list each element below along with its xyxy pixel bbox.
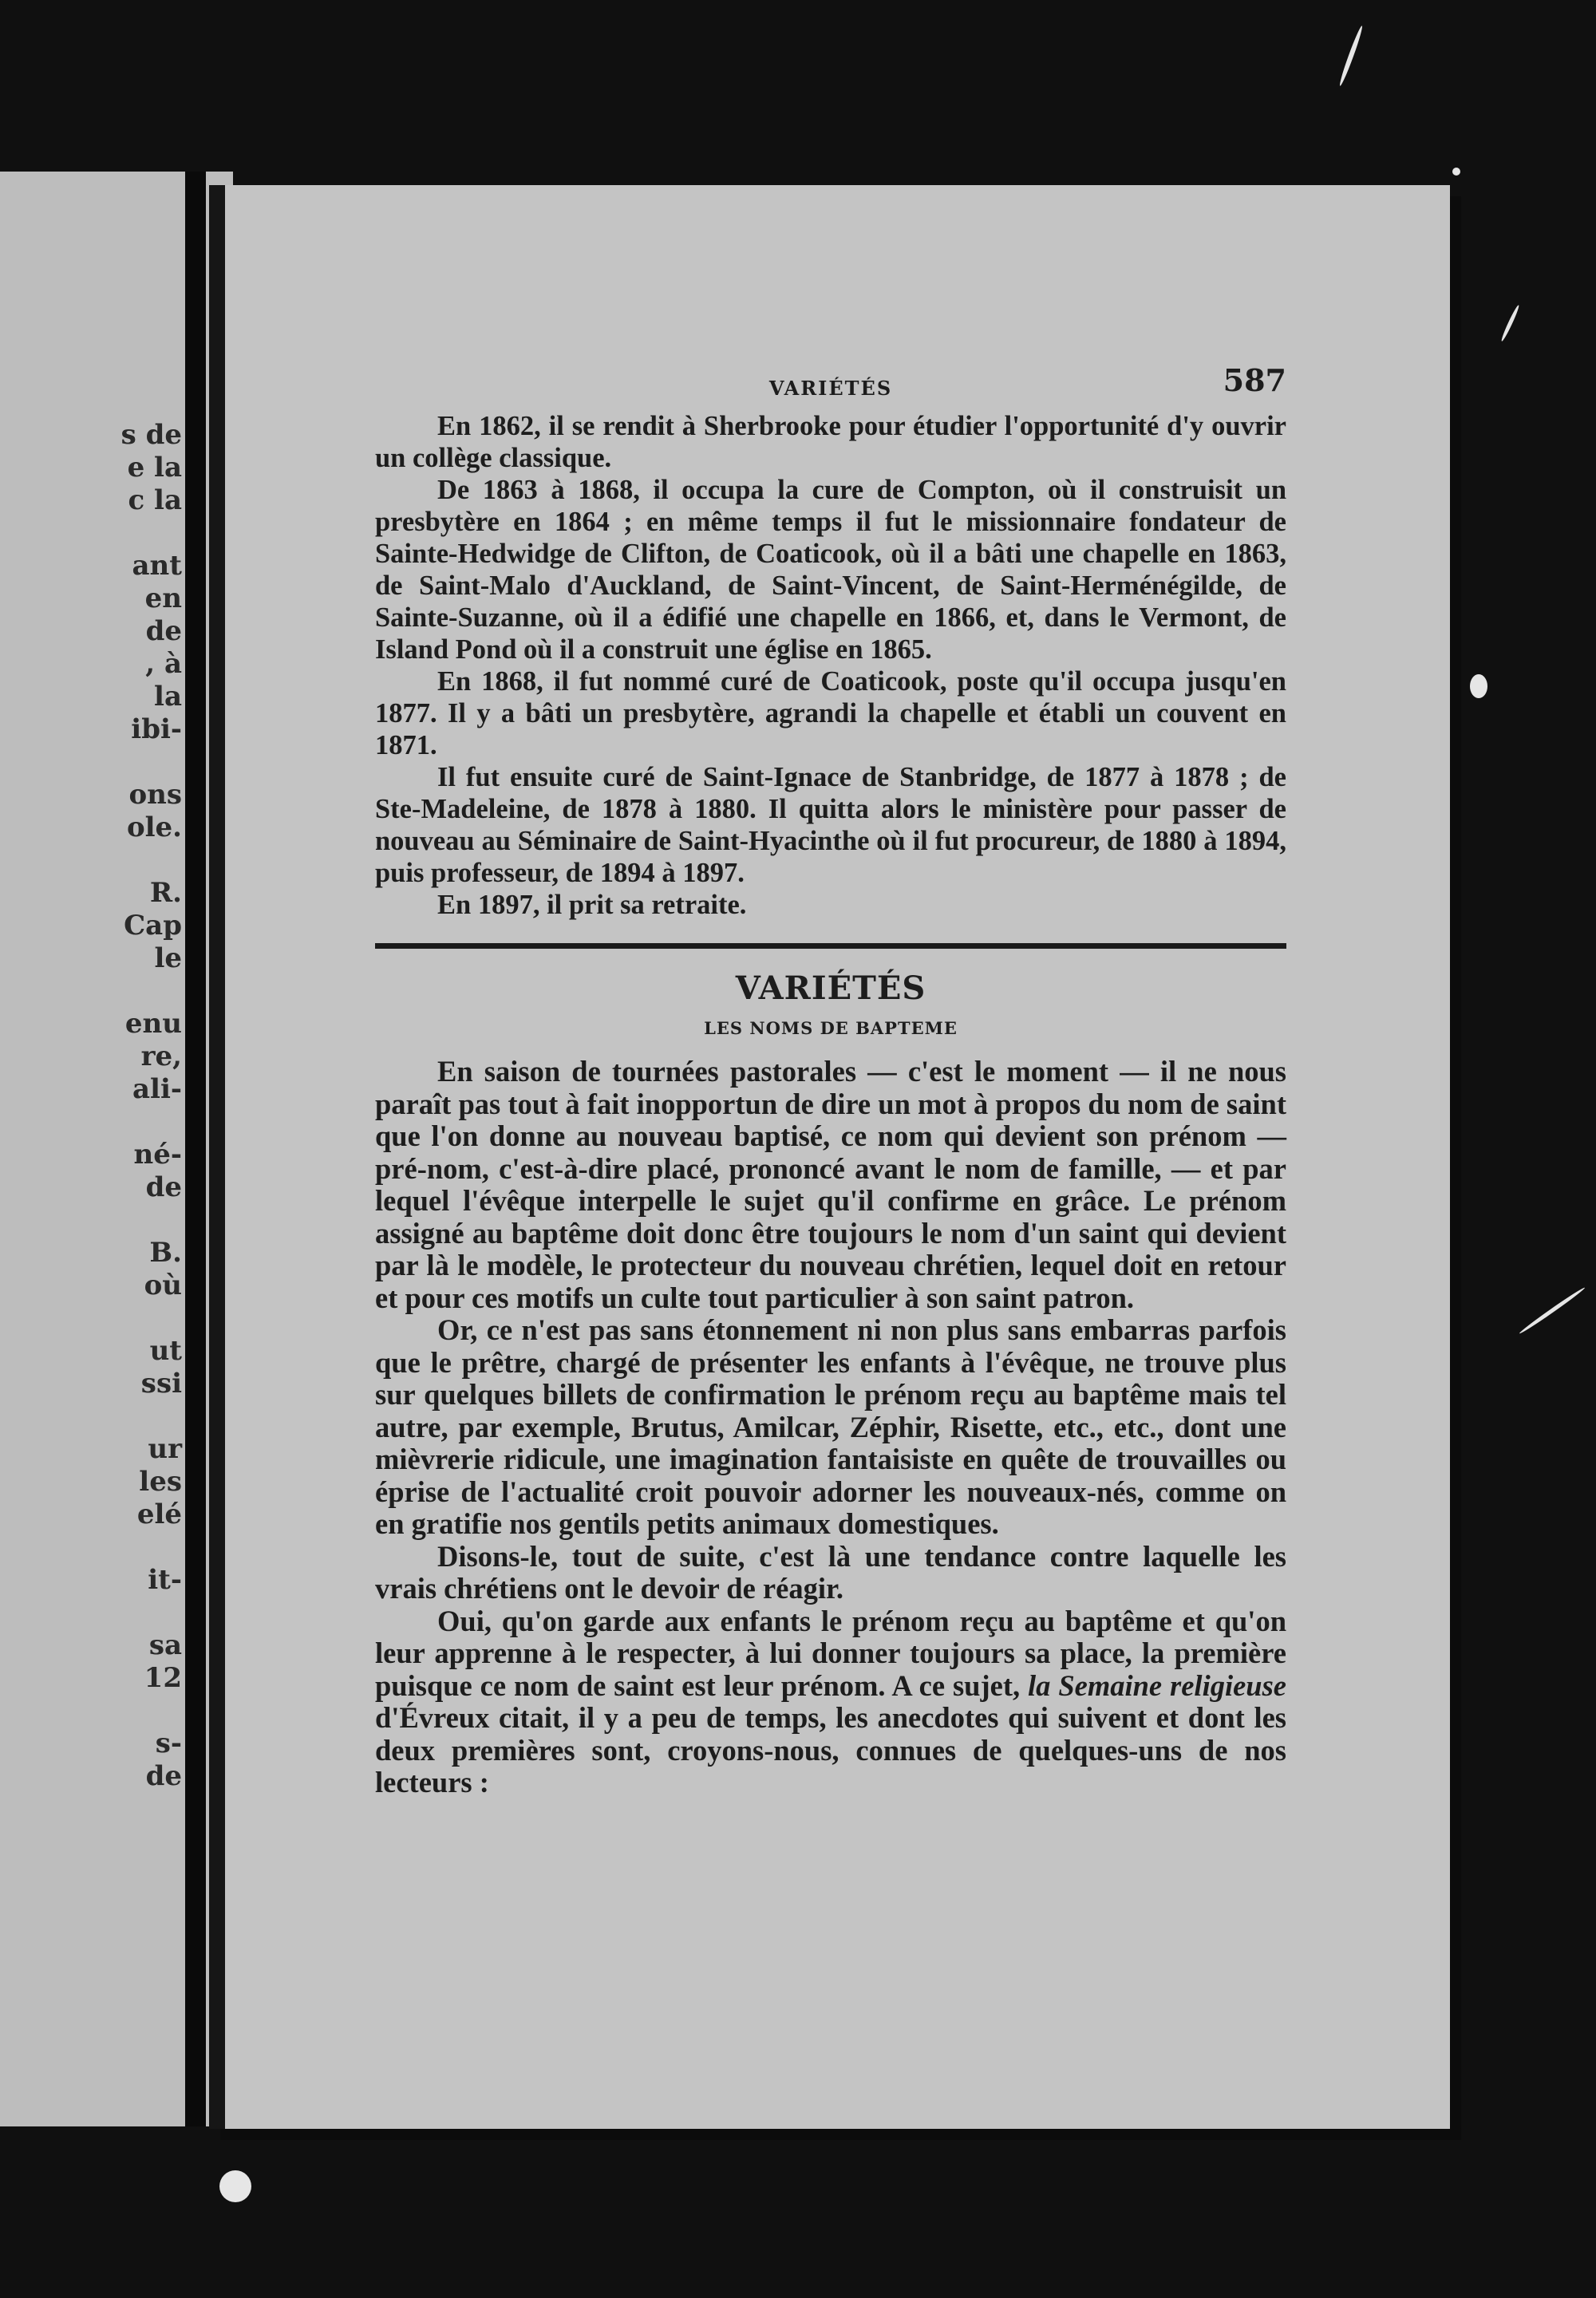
facing-page-fragment: re,: [140, 1040, 182, 1072]
facing-page-fragment: ant: [132, 550, 182, 582]
facing-page-fragment: B.: [149, 1237, 182, 1269]
facing-page-fragment: Cap: [124, 910, 182, 942]
facing-page-fragment: ssi: [140, 1368, 182, 1400]
facing-page-fragment: de: [145, 1760, 182, 1792]
running-head: [375, 362, 1286, 410]
facing-page-fragment: de: [145, 615, 182, 647]
facing-page-fragment: enu: [124, 1008, 182, 1040]
facing-page-fragment: e la: [127, 452, 182, 484]
facing-page-fragment: né-: [133, 1139, 182, 1171]
paragraph: Il fut ensuite curé de Saint-Ignace de Stanbridge, de 1877 à 1878 ; de Ste-Madeleine, de 1878 à 1880. Il quitta alors le ministère pour passer de nouveau au Séminaire de Saint-Hyacinthe où il fut procureur, de 1880 à 1894, puis professeur, de 1894 à 1897.: [375, 762, 1286, 888]
facing-page-fragment: en: [144, 582, 182, 614]
facing-page-fragment: elé: [136, 1498, 182, 1530]
facing-page-fragment: , à: [145, 648, 182, 680]
text-block: [375, 362, 1286, 1799]
facing-page-fragment: les: [139, 1466, 182, 1498]
facing-page-fragment: ut: [149, 1335, 182, 1367]
page-number: 587: [1223, 362, 1286, 398]
running-title: VARIÉTÉS: [768, 377, 893, 400]
publication-title: la Semaine religieuse: [1028, 1668, 1287, 1702]
paragraph: En 1868, il fut nommé curé de Coaticook, poste qu'il occupa jusqu'en 1877. Il y a bâti un presbytère, agrandi la chapelle et établi un couvent en 1871.: [375, 666, 1286, 760]
facing-page-fragment: ons: [128, 779, 182, 811]
facing-page-fragment: ur: [148, 1433, 182, 1465]
facing-page-fragment: c la: [128, 484, 182, 516]
film-scratch: [1500, 304, 1521, 342]
facing-page-fragment: it-: [148, 1564, 182, 1596]
section-subtitle: LES NOMS DE BAPTEME: [704, 1018, 958, 1038]
paragraph: Disons-le, tout de suite, c'est là une tendance contre laquelle les vrais chrétiens ont le devoir de réagir.: [375, 1539, 1286, 1605]
facing-page-fragment: ole.: [126, 811, 182, 843]
section-divider: [375, 943, 1286, 949]
facing-page-fragment: ali-: [132, 1073, 182, 1105]
section-title: VARIÉTÉS: [735, 969, 926, 1007]
film-scratch: [1519, 1286, 1586, 1335]
facing-page-fragment: 12: [144, 1662, 182, 1694]
facing-page-fragment: R.: [149, 877, 182, 909]
film-scratch: [1452, 168, 1460, 176]
paragraph: Oui, qu'on garde aux enfants le prénom reçu au baptême et qu'on leur apprenne à le respecter, à lui donner toujours sa place, la première puisque ce nom de saint est leur prénom. A ce sujet, la Semaine religieuse d'Évreux citait, il y a peu de temps, les anecdotes qui suivent et dont les deux premières sont, croyons-nous, connues de quelques-uns de nos lecteurs :: [375, 1604, 1287, 1799]
paragraph: Or, ce n'est pas sans étonnement ni non plus sans embarras parfois que le prêtre, chargé de présenter les enfants à l'évêque, ne trouve plus sur quelques billets de confirmation le prénom reçu au baptême mais tel autre, par exemple, Brutus, Amilcar, Zéphir, Risette, etc., etc., dont une mièvrerie ridicule, une imagination fantaisiste en quête de trouvailles ou éprise de l'actualité croit pouvoir adorner les nouveaux-nés, comme on en gratifie nos gentils petits animaux domestiques.: [375, 1313, 1286, 1540]
paragraph: En saison de tournées pastorales — c'est le moment — il ne nous paraît pas tout à fait inopportun de dire un mot à propos du nom de saint que l'on donne au nouveau baptisé, ce nom qui devient son prénom — pré-nom, c'est-à-dire placé, prononcé avant le nom de famille, — et par lequel l'évêque interpelle le sujet qu'il confirme en grâce. Le prénom assigné au baptême doit donc être toujours le nom d'un saint qui devient par là le modèle, le protecteur du nouveau chrétien, lequel doit en retour et pour ces motifs un culte tout particulier à son saint patron.: [375, 1055, 1286, 1314]
facing-page-fragment: sa: [148, 1629, 182, 1661]
paragraph: De 1863 à 1868, il occupa la cure de Compton, où il construisit un presbytère en 1864 ; en même temps il fut le missionnaire fondateur de Sainte-Hedwidge de Clifton, de Coaticook, où il a bâti une chapelle en 1863, de Saint-Malo d'Auckland, de Saint-Vincent, de Saint-Herménégilde, de Sainte-Suzanne, où il a édifié une chapelle en 1866, et, dans le Vermont, de Island Pond où il a construit une église en 1865.: [375, 475, 1286, 665]
film-scratch: [219, 2170, 251, 2202]
facing-page-fragment: s-: [155, 1727, 182, 1759]
book-page: [209, 185, 1450, 2129]
facing-page-fragment: s de: [120, 419, 182, 451]
facing-page-fragment: la: [154, 681, 182, 713]
film-scratch: [1338, 25, 1365, 86]
page-binding-shadow: [209, 185, 225, 2129]
facing-page-fragment: de: [145, 1171, 182, 1203]
paragraph: En 1862, il se rendit à Sherbrooke pour étudier l'opportunité d'y ouvrir un collège classique.: [375, 411, 1286, 473]
facing-page-fragment: le: [154, 942, 182, 974]
facing-page-fragment: ibi-: [131, 713, 182, 745]
film-scratch: [1470, 674, 1487, 698]
paragraph: En 1897, il prit sa retraite.: [437, 890, 747, 920]
book-gutter: [185, 172, 206, 2126]
facing-page-fragment: où: [144, 1269, 182, 1301]
